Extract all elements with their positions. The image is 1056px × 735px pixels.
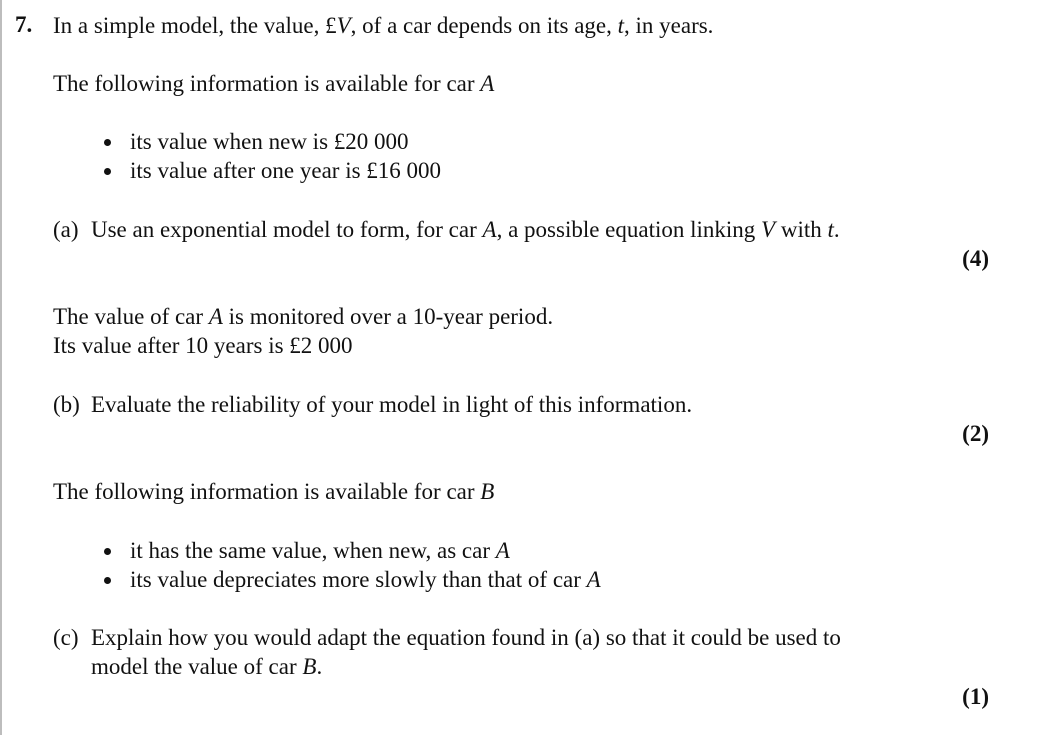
bullet-icon bbox=[104, 548, 111, 555]
bullet-item-a-1: its value when new is £20 000 bbox=[130, 129, 409, 154]
info-car-b: The following information is available for car B bbox=[53, 479, 495, 504]
part-a-marks: (4) bbox=[962, 246, 989, 271]
part-a-text: Use an exponential model to form, for car A, a possible equation linking V with t. bbox=[91, 217, 840, 242]
bullet-item-b-1: it has the same value, when new, as car A bbox=[130, 538, 510, 563]
bullet-item-b-2: its value depreciates more slowly than that of car A bbox=[130, 567, 601, 592]
bullet-icon bbox=[104, 577, 111, 584]
part-b-text: Evaluate the reliability of your model in light of this information. bbox=[91, 392, 693, 417]
part-c-marks: (1) bbox=[962, 684, 989, 709]
part-b-marks: (2) bbox=[962, 421, 989, 446]
monitor-line-2: Its value after 10 years is £2 000 bbox=[53, 333, 353, 358]
bullet-icon bbox=[104, 139, 111, 146]
question-number: 7. bbox=[15, 12, 33, 37]
part-c-line-1: Explain how you would adapt the equation found in (a) so that it could be used to bbox=[91, 625, 841, 650]
question-intro: In a simple model, the value, £V, of a car depends on its age, t, in years. bbox=[53, 13, 714, 38]
part-b-label: (b) bbox=[53, 392, 80, 417]
part-c-line-2: model the value of car B. bbox=[91, 654, 323, 679]
bullet-icon bbox=[104, 168, 111, 175]
page-left-border bbox=[0, 0, 2, 735]
part-a-label: (a) bbox=[53, 217, 79, 242]
part-c-label: (c) bbox=[53, 625, 79, 650]
bullet-item-a-2: its value after one year is £16 000 bbox=[130, 158, 442, 183]
info-car-a: The following information is available for car A bbox=[53, 71, 495, 96]
monitor-line-1: The value of car A is monitored over a 10-year period. bbox=[53, 304, 554, 329]
